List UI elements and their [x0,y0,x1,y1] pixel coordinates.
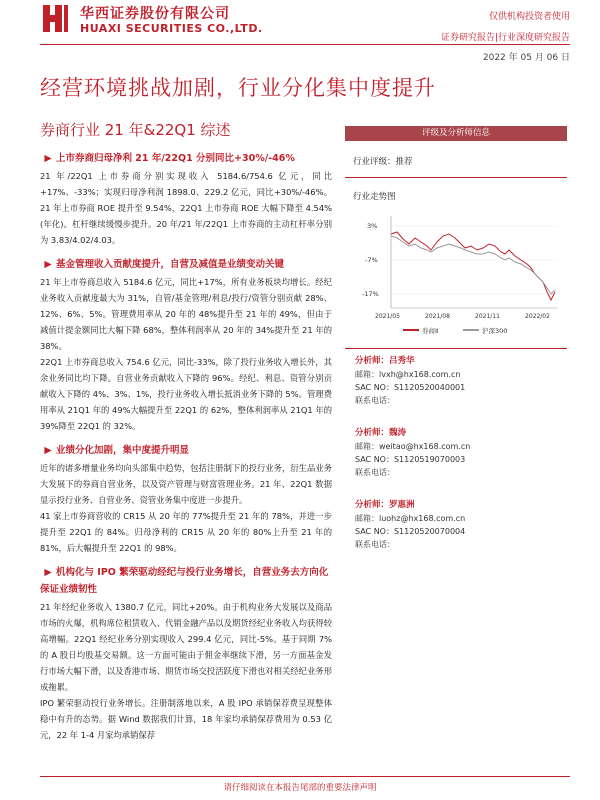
report-type: 证券研究报告|行业深度研究报告 [440,33,570,43]
x-tick-label: 2022/02 [525,313,550,320]
footer-divider [40,776,570,777]
section-heading: ▶ 业绩分化加剧，集中度提升明显 [40,442,332,459]
section-paragraph: 21 年上市券商总收入 5184.6 亿元，同比+17%，所有业务板块均增长。经纪业务收入贡献度最大为 31%，自管/基金管理/利息/投行/资管分别贡献 28%、12%、6%、5%。管理费用率从 20 年的 48%提升至 21 年的 49%，但由于减值计提金额同比大幅下降 68%，整体利润率从 20 年的 34%提升至 21 年的 38%。 [40,277,332,351]
triangle-bullet-icon: ▶ [44,567,52,578]
footer-disclaimer: 请仔细阅读在本报告尾部的重要法律声明 [223,783,377,793]
analyst-block [355,499,567,551]
report-title: 经营环境挑战加剧，行业分化集中度提升 [40,76,436,100]
analyst-email[interactable]: 邮箱：lvxh@hx168.com.cn [355,370,461,379]
triangle-bullet-icon: ▶ [44,259,52,270]
section-heading: ▶ 上市券商归母净利 21 年/22Q1 分别同比+30%/-46% [40,150,332,167]
y-tick-label: -17% [362,290,379,298]
company-name-en: HUAXI SECURITIES CO.,LTD. [80,22,263,35]
analyst-name: 分析师：魏涛 [355,428,407,438]
analyst-phone: 联系电话： [355,540,395,549]
analyst-sac: SAC NO：S1120520070004 [355,527,466,536]
analyst-name: 分析师：罗惠洲 [355,500,415,510]
section-paragraph: 21 年/22Q1 上市券商分别实现收入 5184.6/754.6 亿元，同比+17%、-33%；实现归母净利润 1898.0、229.2 亿元，同比+30%/-46%。21 年上市券商 ROE 提升至 9.54%，22Q1 上市券商 ROE 大幅下降至 4.54%(年化)。杠杆继续缓慢步提升。20 年/21 年/22Q1 上市券商的主动杠杆率分别为 3.83/4.02/4.03。 [40,171,332,245]
analyst-block [355,355,567,407]
section-heading: ▶ 基金管理收入贡献度提升，自营及减值是业绩变动关键 [40,256,332,273]
industry-rating: 行业评级：推荐 [353,157,413,167]
header-divider [40,44,570,45]
series-line-hs300 [391,236,555,294]
triangle-bullet-icon: ▶ [44,445,52,456]
trend-chart-title: 行业走势图 [353,192,396,202]
series-line-securities [391,232,555,300]
x-tick-label: 2021/08 [425,313,450,320]
info-sidebar [345,126,567,551]
analyst-email[interactable]: 邮箱：luohz@hx168.com.cn [355,514,466,523]
company-name-cn: 华西证券股份有限公司 [80,6,230,22]
section-heading: ▶ 机构化与 IPO 繁荣驱动经纪与投行业务增长，自营业务去方向化保证业绩韧性 [40,564,332,598]
report-subtitle: 券商行业 21 年&22Q1 综述 [40,121,231,139]
info-header: 评级及分析师信息 [345,126,567,141]
analyst-sac: SAC NO：S1120520040001 [355,383,466,392]
y-tick-label: -7% [365,256,378,264]
y-tick-label: 3% [367,222,378,230]
industry-trend-chart [345,204,567,344]
analyst-block [355,427,567,479]
legend-label: 沪深300 [482,327,508,335]
analyst-name: 分析师：吕秀华 [355,356,415,366]
section-paragraph: 22Q1 上市券商总收入 754.6 亿元，同比-33%，除了投行业务收入增长外，其余业务同比均下降。自营业务贡献收入下降的 96%。经纪、利息、资管分别贡献收入下降的 4%、3%、1%，投行业务收入增长抵消业务下降的 5%。管理费用率从 21Q1 年的 49%大幅提升至 22Q1 的 62%，整体利润率从 21Q1 年的 39%降至 22Q1 的 32%。 [40,357,332,431]
sidebar-divider [345,348,567,349]
x-tick-label: 2021/11 [475,313,500,320]
company-logo [40,2,70,36]
analyst-sac: SAC NO：S1120519070003 [355,455,466,464]
triangle-bullet-icon: ▶ [44,153,52,164]
x-tick-label: 2021/05 [375,313,400,320]
section-paragraph: 41 家上市券商营收的 CR15 从 20 年的 77%提升至 21 年的 78%，并进一步提升至 22Q1 的 84%。归母净利的 CR15 从 20 年的 80%上升至 21 年的 81%，后大幅提升至 22Q1 的 98%。 [40,511,332,553]
legend-label: 券商Ⅱ [422,327,439,335]
section-paragraph: 21 年经纪业务收入 1380.7 亿元，同比+20%。由于机构业务大发展以及商品市场的火爆，机构席位租赁收入、代销金融产品以及期货经纪业务收入均获得较高增幅。22Q1 经纪业务分别实现收入 299.4 亿元，同比-5%。基于同期 7%的 A 股日均股基交易额。这一方面可能由于佣金率继续下滑，另一方面基金发行市场大幅下滑，以及香港市场、期货市场交投活跃度下滑也对相关经纪业务形成拖累。 [40,602,332,692]
report-date: 2022 年 05 月 06 日 [482,53,570,63]
section-paragraph: 近年的诸多增量业务均向头部集中趋势，包括注册制下的投行业务，衍生品业务大发展下的券商自营业务，以及资产管理与财富管理业务。21 年、22Q1 数据显示投行业务、自营业务、资管业务集中度进一步提升。 [40,463,332,505]
sidebar-divider [345,177,567,178]
analyst-email[interactable]: 邮箱：weitao@hx168.com.cn [355,442,471,451]
analyst-phone: 联系电话： [355,468,395,477]
summary-column [40,150,332,743]
analyst-phone: 联系电话： [355,396,395,405]
audience-note: 仅供机构投资者使用 [488,12,570,22]
section-paragraph: IPO 繁荣驱动投行业务增长。注册制落地以来，A 股 IPO 承销保荐费呈现整体稳中有升的态势。据 Wind 数据我们计算，18 年家均承销保荐费用为 0.53 亿元，22 年 1-4 月家均承销保荐 [40,698,332,740]
